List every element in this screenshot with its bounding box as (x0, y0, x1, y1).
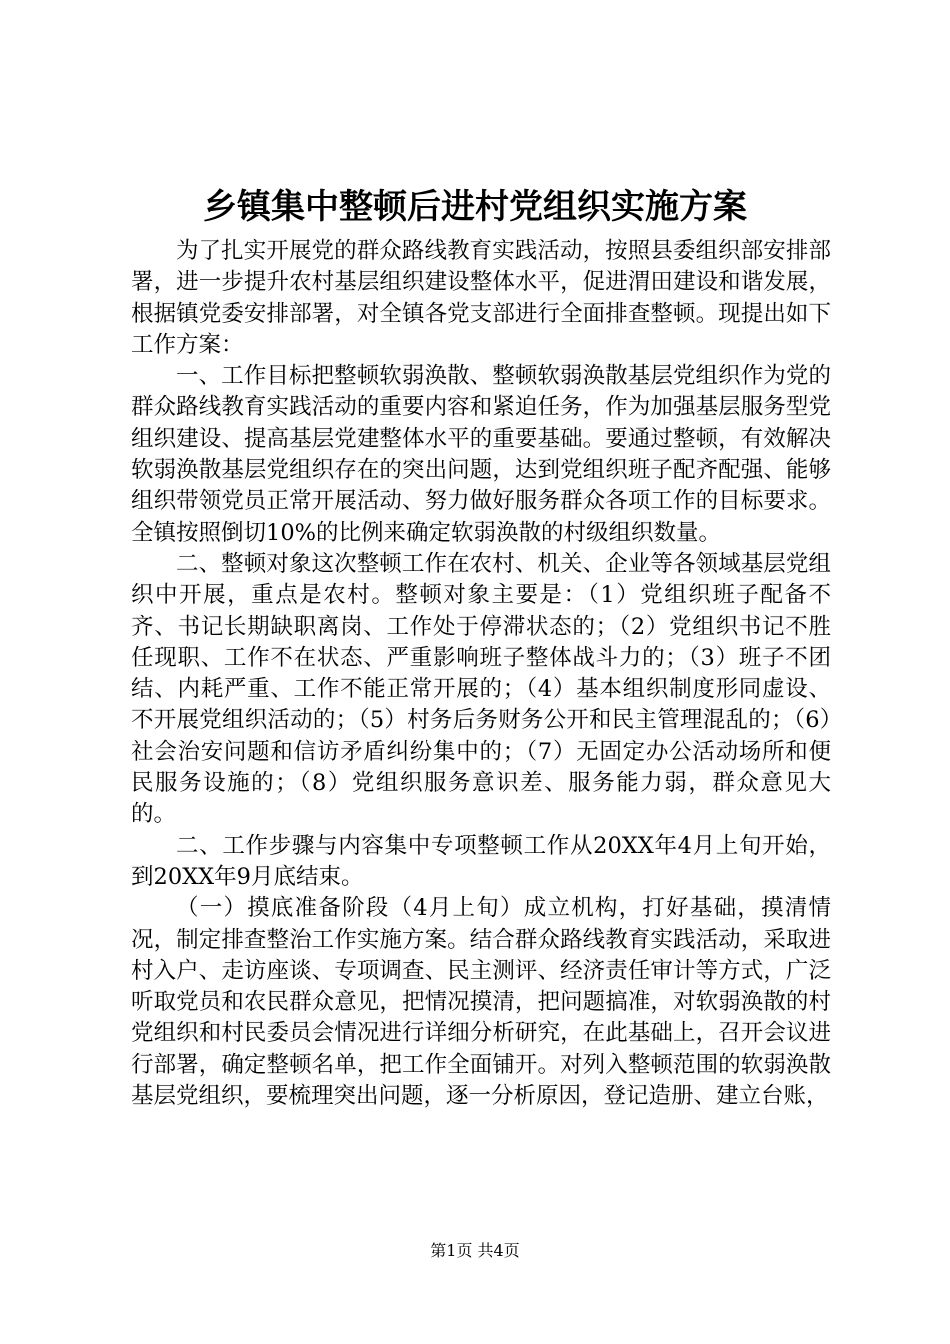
paragraph-work-steps: 二、工作步骤与内容集中专项整顿工作从20XX年4月上旬开始，到20XX年9月底结束。 (131, 832, 831, 890)
document-title: 乡镇集中整顿后进村党组织实施方案 (203, 187, 747, 227)
paragraph-preparation-stage: （一）摸底准备阶段（4月上旬）成立机构，打好基础，摸清情况，制定排查整治工作实施方案。结合群众路线教育实践活动，采取进村入户、走访座谈、专项调查、民主测评、经济责任审计等方式，广泛听取党员和农民群众意见，把情况摸清，把问题搞准，对软弱涣散的村党组织和村民委员会情况进行详细分析研究，在此基础上，召开会议进行部署，确定整顿名单，把工作全面铺开。对列入整顿范围的软弱涣散基层党组织，要梳理突出问题，逐一分析原因，登记造册、建立台账， (131, 895, 831, 1110)
document-body (131, 236, 831, 1112)
paragraph-intro: 为了扎实开展党的群众路线教育实践活动，按照县委组织部安排部署，进一步提升农村基层组织建设整体水平，促进渭田建设和谐发展，根据镇党委安排部署，对全镇各党支部进行全面排查整顿。现提出如下工作方案： (131, 238, 831, 358)
paragraph-work-goal: 一、工作目标把整顿软弱涣散、整顿软弱涣散基层党组织作为党的群众路线教育实践活动的重要内容和紧迫任务，作为加强基层服务型党组织建设、提高基层党建整体水平的重要基础。要通过整顿，有效解决软弱涣散基层党组织存在的突出问题，达到党组织班子配齐配强、能够组织带领党员正常开展活动、努力做好服务群众各项工作的目标要求。全镇按照倒切10%的比例来确定软弱涣散的村级组织数量。 (131, 363, 831, 546)
page-footer: 第1页 共4页 (430, 1241, 520, 1260)
paragraph-rectification-targets: 二、整顿对象这次整顿工作在农村、机关、企业等各领域基层党组织中开展，重点是农村。整顿对象主要是：（1）党组织班子配备不齐、书记长期缺职离岗、工作处于停滞状态的；（2）党组织书记不胜任现职、工作不在状态、严重影响班子整体战斗力的；（3）班子不团结、内耗严重、工作不能正常开展的；（4）基本组织制度形同虚设、不开展党组织活动的；（5）村务后务财务公开和民主管理混乱的；（6）社会治安问题和信访矛盾纠纷集中的；（7）无固定办公活动场所和便民服务设施的；（8）党组织服务意识差、服务能力弱，群众意见大的。 (131, 550, 831, 828)
